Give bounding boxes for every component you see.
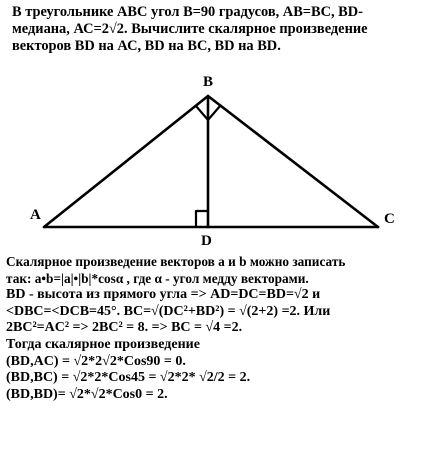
solution-line-1: Скалярное произведение векторов а и b можно записать (6, 254, 346, 269)
solution-line-4: <DBC=<DCB=45°. BC=√(DC²+BD²) = √(2+2) =2. Или (6, 303, 331, 319)
side-ab (44, 96, 208, 227)
solution-line-2: так: a•b=|a|•|b|*cosα , где α - угол медду векторами. (6, 270, 309, 286)
side-bc (208, 96, 378, 227)
solution-line-5: 2BC²=AC² => 2BC² = 8. => BC = √4 =2. (6, 320, 243, 336)
solution-text (6, 254, 436, 403)
solution-line-8: (BD,BC) = √2*2*Cos45 = √2*2* √2/2 = 2. (6, 370, 251, 386)
solution-line-9: (BD,BD)= √2*√2*Cos0 = 2. (6, 386, 168, 402)
problem-line-1: В треугольнике АВС угол В=90 градусов, АВ=ВС, ВD- (12, 4, 363, 20)
solution-line-6: Тогда скалярное произведение (6, 336, 200, 352)
vertex-label-a: A (30, 207, 41, 223)
right-angle-mark-d (196, 211, 208, 227)
vertex-label-d: D (201, 233, 212, 249)
problem-line-2: медиана, АС=2√2. Вычислите скалярное произведение (12, 21, 368, 37)
vertex-label-b: B (203, 74, 214, 90)
solution-line-3: BD - высота из прямого угла => AD=DC=BD=√2 и (6, 287, 321, 303)
vertex-label-c: C (384, 211, 395, 227)
solution-line-7: (BD,AC) = √2*2√2*Cos90 = 0. (6, 353, 186, 369)
problem-line-3: векторов ВD на АС, ВD на ВС, ВD на ВD. (12, 38, 281, 54)
